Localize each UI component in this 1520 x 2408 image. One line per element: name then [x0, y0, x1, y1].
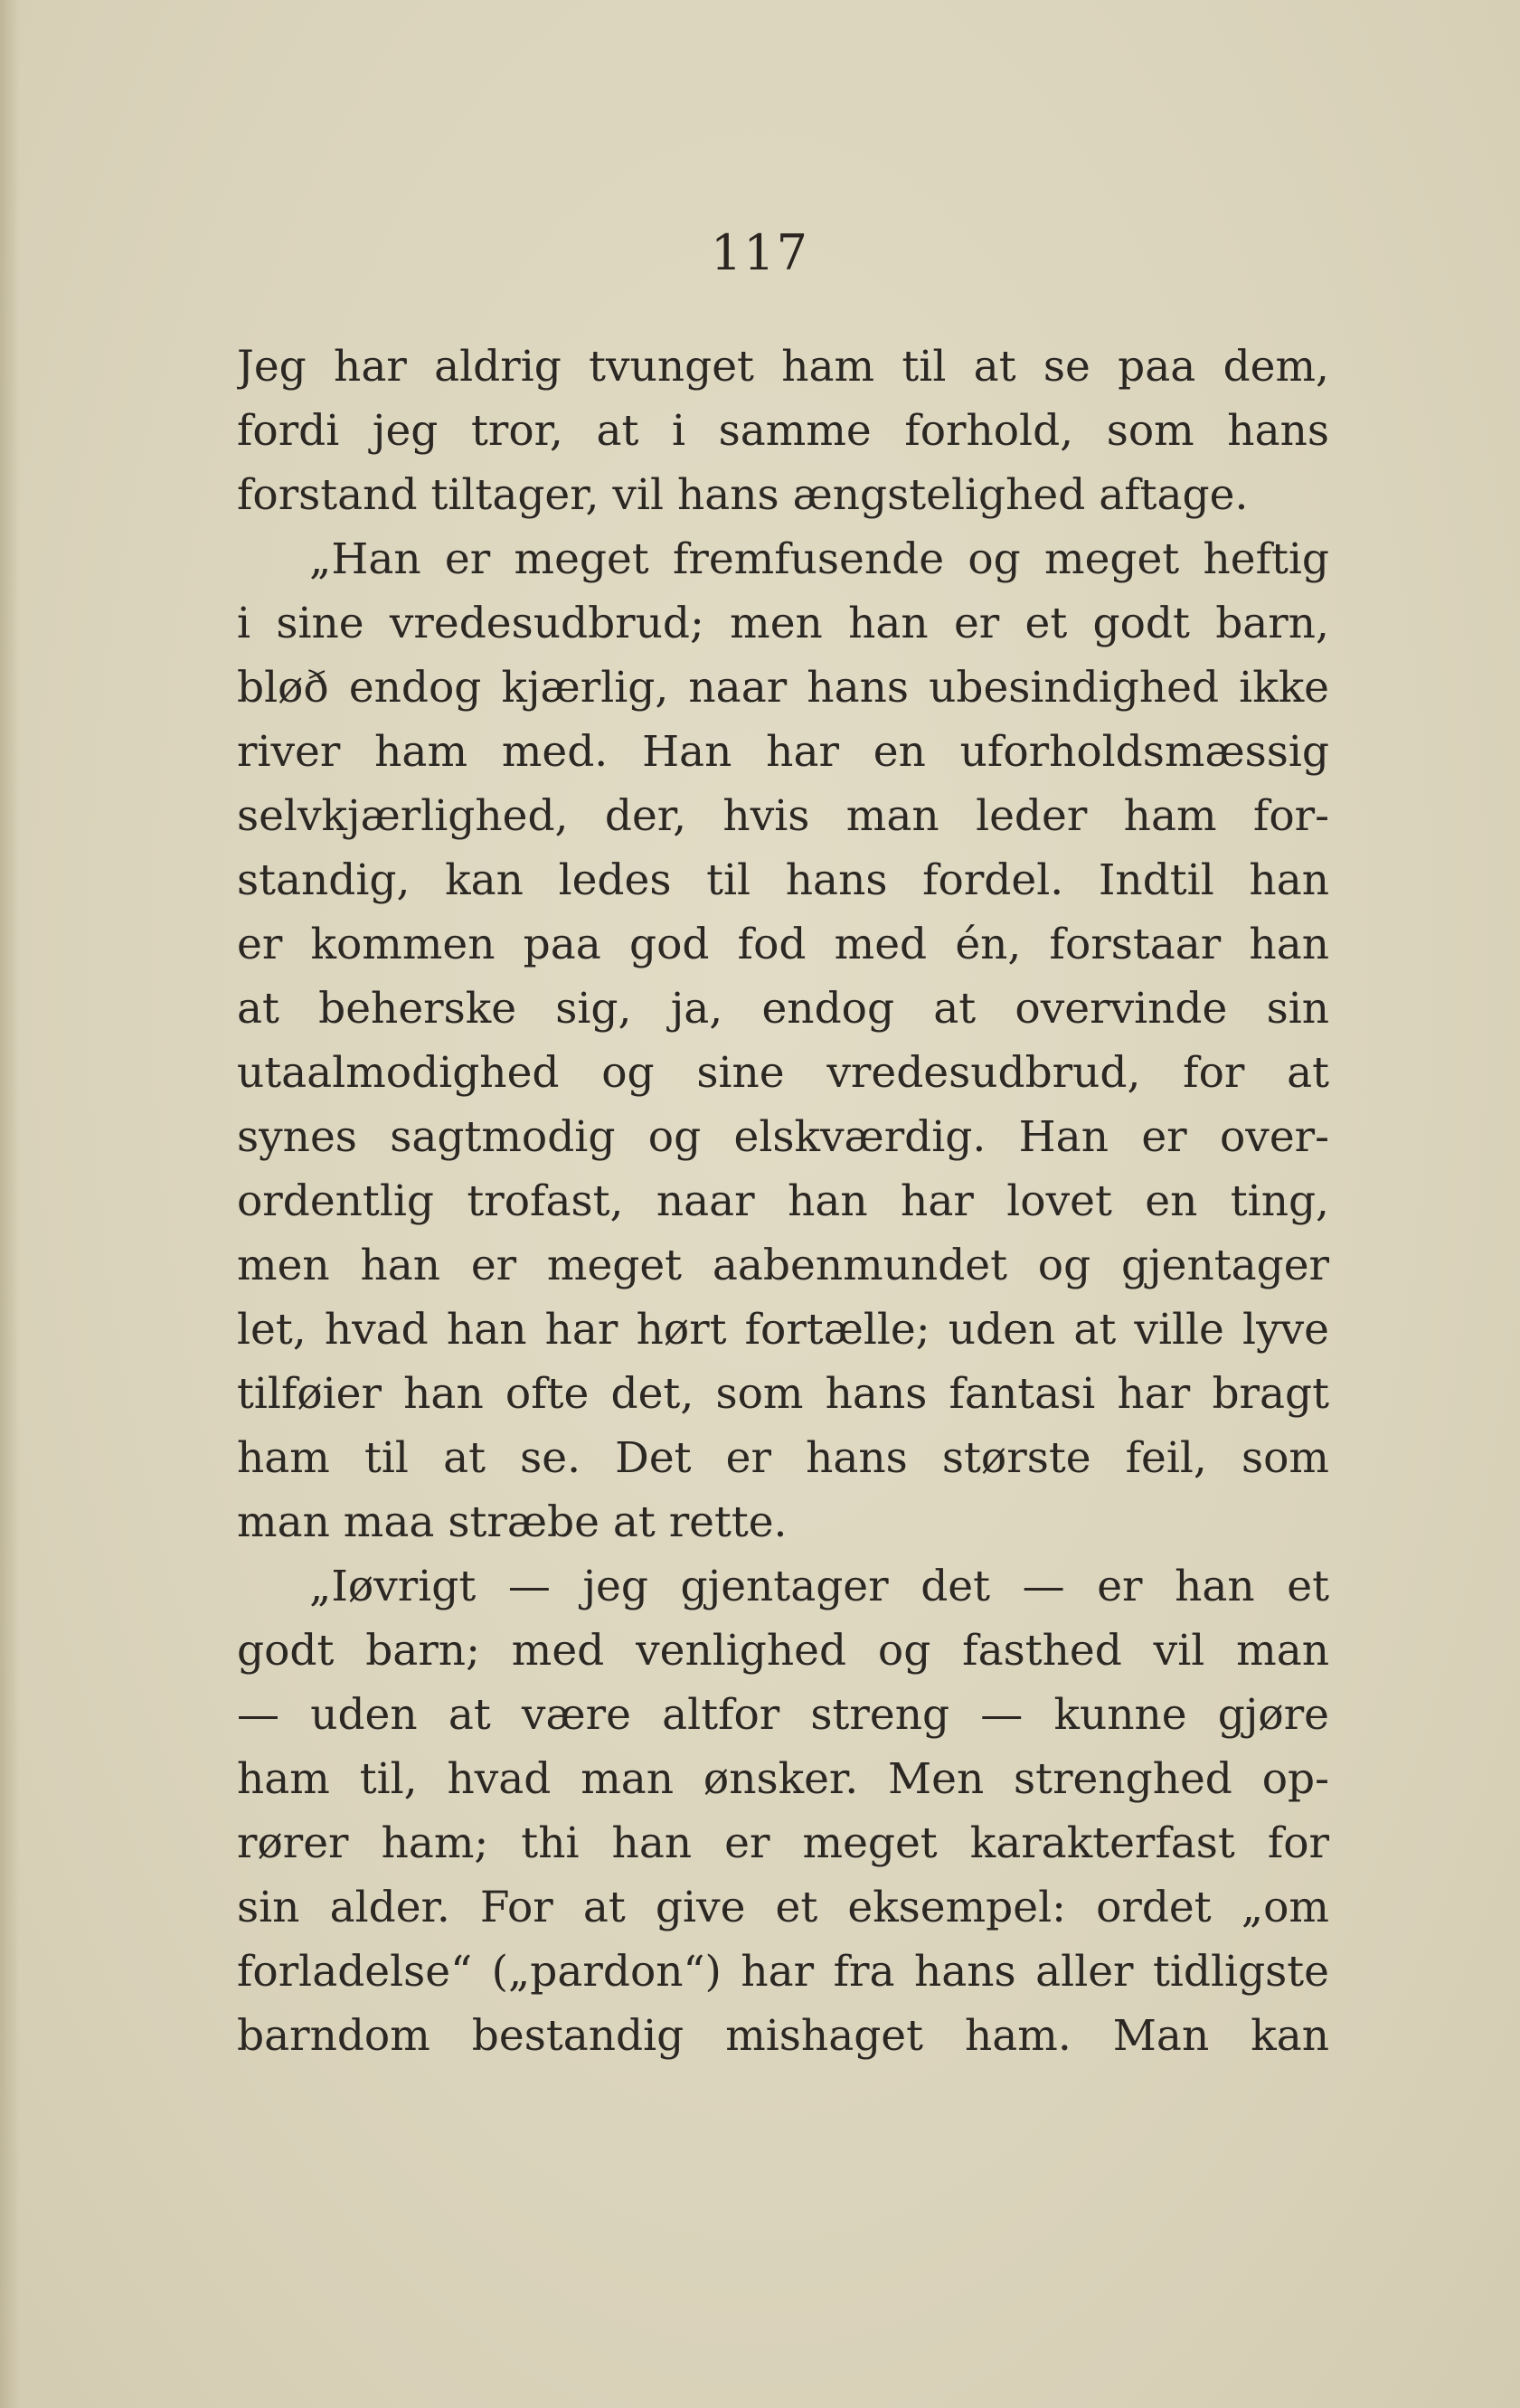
- text-line: utaalmodighed og sine vredesudbrud, for at: [237, 1048, 1329, 1098]
- text-line: „Iøvrigt — jeg gjentager det — er han et: [309, 1562, 1329, 1611]
- text-line: standig, kan ledes til hans fordel. Indtil han: [237, 855, 1329, 905]
- text-line: synes sagtmodig og elskværdig. Han er over-: [237, 1112, 1329, 1162]
- text-line: forladelse“ („pardon“) har fra hans aller tidligste: [237, 1947, 1329, 1997]
- text-line: men han er meget aabenmundet og gjentager: [237, 1241, 1329, 1290]
- text-line: let, hvad han har hørt fortælle; uden at ville lyve: [237, 1305, 1329, 1355]
- text-line: tilføier han ofte det, som hans fantasi har bragt: [237, 1369, 1329, 1419]
- text-line: selvkjærlighed, der, hvis man leder ham for-: [237, 791, 1329, 841]
- text-line: barndom bestandig mishaget ham. Man kan: [237, 2011, 1329, 2061]
- text-line: „Han er meget fremfusende og meget heftig: [309, 534, 1329, 584]
- text-line: bløð endog kjærlig, naar hans ubesindighed ikke: [237, 663, 1329, 713]
- text-line: rører ham; thi han er meget karakterfast for: [237, 1818, 1329, 1868]
- text-line: at beherske sig, ja, endog at overvinde sin: [237, 984, 1329, 1034]
- text-line: er kommen paa god fod med én, forstaar han: [237, 920, 1329, 969]
- text-line: ordentlig trofast, naar han har lovet en ting,: [237, 1176, 1329, 1226]
- text-line: river ham med. Han har en uforholdsmæssig: [237, 727, 1329, 777]
- text-line: ham til, hvad man ønsker. Men strenghed op-: [237, 1754, 1329, 1804]
- text-line: — uden at være altfor streng — kunne gjøre: [237, 1690, 1329, 1740]
- text-line: ham til at se. Det er hans største feil, som: [237, 1433, 1329, 1483]
- text-line: man maa stræbe at rette.: [237, 1497, 788, 1547]
- text-line: forstand tiltager, vil hans ængstelighed aftage.: [237, 470, 1249, 520]
- text-line: fordi jeg tror, at i samme forhold, som hans: [237, 406, 1329, 456]
- page-edge-shadow: [0, 0, 20, 2408]
- text-line: sin alder. For at give et eksempel: ordet „om: [237, 1883, 1329, 1932]
- page-number: 117: [710, 224, 810, 281]
- text-line: Jeg har aldrig tvunget ham til at se paa dem,: [237, 342, 1329, 392]
- text-line: i sine vredesudbrud; men han er et godt barn,: [237, 599, 1329, 648]
- body-text: [237, 335, 1329, 2068]
- text-line: godt barn; med venlighed og fasthed vil man: [237, 1626, 1329, 1676]
